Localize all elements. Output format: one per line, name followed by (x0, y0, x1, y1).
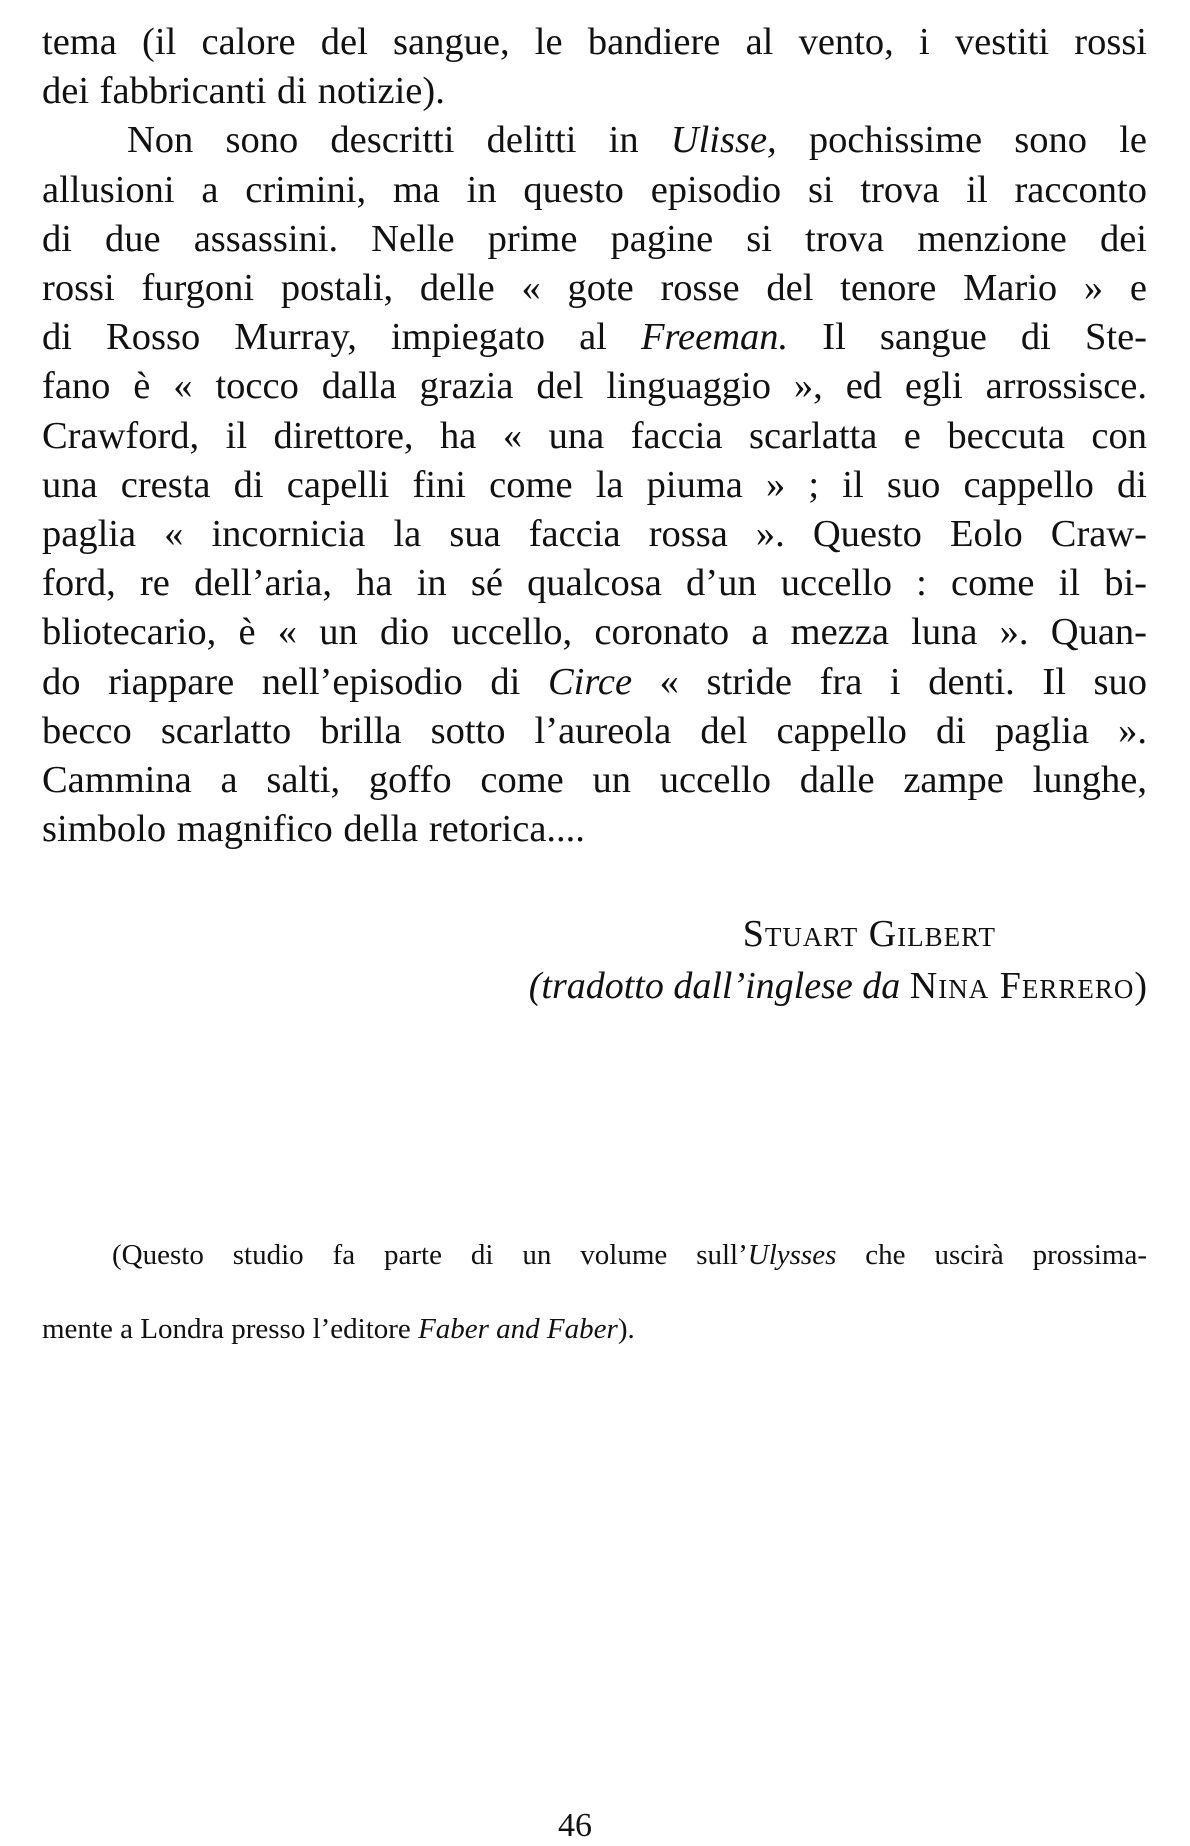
footnote-line: (Questo studio fa parte di un volume sull’Ulysses che uscirà prossima- (112, 1239, 1147, 1271)
text-line: do riappare nell’episodio di Circe « stride fra i denti. Il suo (42, 660, 1147, 703)
text-line: tema (il calore del sangue, le bandiere al vento, i vestiti rossi (42, 21, 1147, 63)
text-line: dei fabbricanti di notizie). (42, 70, 445, 113)
text-line: Crawford, il direttore, ha « una faccia scarlatta e beccuta con (42, 414, 1147, 457)
translation-prefix: (tradotto dall’inglese da (528, 965, 901, 1007)
translator-name: Nina Ferrero (909, 965, 1135, 1007)
footnote (42, 1218, 1147, 1366)
text-line: Non sono descritti delitti in Ulisse, pochissime sono le (127, 119, 1148, 162)
text-line: becco scarlatto brilla sotto l’aureola del cappello di paglia ». (42, 709, 1147, 752)
text-line: fano è « tocco dalla grazia del linguaggio », ed egli arrossisce. (42, 365, 1147, 408)
translation-suffix: ) (1134, 965, 1147, 1007)
text-line: simbolo magnifico della retorica.... (42, 808, 585, 851)
main-text (42, 18, 1147, 854)
paragraph-2 (42, 116, 1147, 854)
text-line: bliotecario, è « un dio uccello, coronato a mezza luna ». Quan- (42, 611, 1147, 654)
text-line: di Rosso Murray, impiegato al Freeman. Il sangue di Ste- (42, 316, 1147, 359)
text-line: paglia « incornicia la sua faccia rossa ». Questo Eolo Craw- (42, 513, 1147, 556)
footnote-line: mente a Londra presso l’editore Faber and Faber). (42, 1313, 635, 1345)
text-line: allusioni a crimini, ma in questo episodio si trova il racconto (42, 168, 1147, 211)
page-number: 46 (558, 1807, 592, 1844)
paragraph-1 (42, 18, 1147, 116)
text-line: rossi furgoni postali, delle « gote rosse del tenore Mario » e (42, 267, 1147, 310)
translation-credit (529, 962, 1147, 1010)
text-line: ford, re dell’aria, ha in sé qualcosa d’un uccello : come il bi- (42, 562, 1147, 605)
text-line: di due assassini. Nelle prime pagine si trova menzione dei (42, 217, 1147, 260)
text-line: Cammina a salti, goffo come un uccello dalle zampe lunghe, (42, 759, 1147, 802)
text-line: una cresta di capelli fini come la piuma » ; il suo cappello di (42, 463, 1147, 506)
author-signature: Stuart Gilbert (742, 913, 996, 955)
